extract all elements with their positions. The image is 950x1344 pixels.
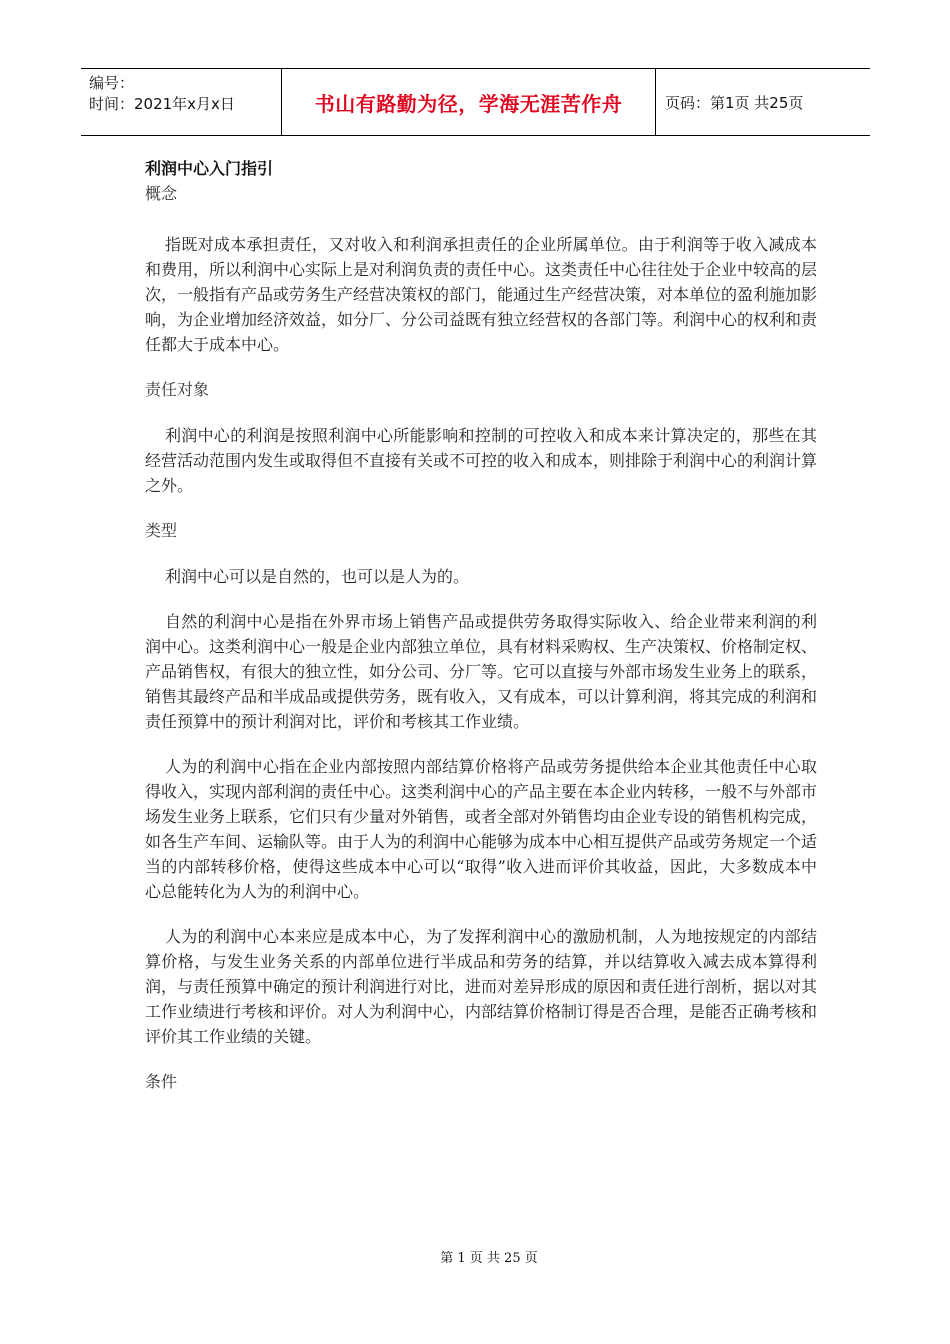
section-heading-conditions: 条件 [145, 1072, 178, 1091]
section-paragraph: 利润中心的利润是按照利润中心所能影响和控制的可控收入和成本来计算决定的，那些在其经营活动范围内发生或取得但不直接有关或不可控的收入和成本，则排除于利润中心的利润计算之外。 [145, 426, 818, 495]
document-number-label: 编号： [89, 74, 135, 92]
page-footer: 第 1 页 共 25 页 [440, 1251, 538, 1266]
page-header [81, 68, 870, 136]
section-heading-types: 类型 [145, 521, 178, 540]
section-paragraph: 人为的利润中心指在企业内部按照内部结算价格将产品或劳务提供给本企业其他责任中心取得收入，实现内部利润的责任中心。这类利润中心的产品主要在本企业内转移，一般不与外部市场发生业务上联系，它们只有少量对外销售，或者全部对外销售均由企业专设的销售机构完成，如各生产车间、运输队等。由于人为的利润中心能够为成本中心相互提供产品或劳务规定一个适当的内部转移价格，使得这些成本中心可以“取得”收入进而评价其收益，因此，大多数成本中心总能转化为人为的利润中心。 [145, 757, 818, 901]
section-paragraph: 指既对成本承担责任，又对收入和利润承担责任的企业所属单位。由于利润等于收入减成本和费用，所以利润中心实际上是对利润负责的责任中心。这类责任中心往往处于企业中较高的层次，一般指有产品或劳务生产经营决策权的部门，能通过生产经营决策，对本单位的盈利施加影响，为企业增加经济效益，如分厂、分公司益既有独立经营权的各部门等。利润中心的权利和责任都大于成本中心。 [145, 235, 818, 354]
document-title: 利润中心入门指引 [145, 159, 274, 178]
document-body [145, 157, 817, 1095]
header-page-info: 页码：第1页 共25页 [665, 93, 804, 112]
section-paragraph: 人为的利润中心本来应是成本中心，为了发挥利润中心的激励机制，人为地按规定的内部结算价格，与发生业务关系的内部单位进行半成品和劳务的结算，并以结算收入减去成本算得利润，与责任预算中确定的预计利润进行对比，进而对差异形成的原因和责任进行剖析，据以对其工作业绩进行考核和评价。对人为利润中心，内部结算价格制订得是否合理，是能否正确考核和评价其工作业绩的关键。 [145, 927, 818, 1046]
header-meta [81, 69, 282, 135]
section-paragraph: 利润中心可以是自然的，也可以是人为的。 [165, 567, 470, 586]
section-heading-responsibility: 责任对象 [145, 380, 210, 399]
section-heading-concept: 概念 [145, 184, 178, 203]
section-paragraph: 自然的利润中心是指在外界市场上销售产品或提供劳务取得实际收入、给企业带来利润的利润中心。这类利润中心一般是企业内部独立单位，具有材料采购权、生产决策权、价格制定权、产品销售权，有很大的独立性，如分公司、分厂等。它可以直接与外部市场发生业务上的联系，销售其最终产品和半成品或提供劳务，既有收入，又有成本，可以计算利润，将其完成的利润和责任预算中的预计利润对比，评价和考核其工作业绩。 [145, 612, 818, 731]
document-time-label: 时间：2021年x月x日 [89, 95, 235, 113]
header-motto: 书山有路勤为径，学海无涯苦作舟 [282, 69, 656, 135]
